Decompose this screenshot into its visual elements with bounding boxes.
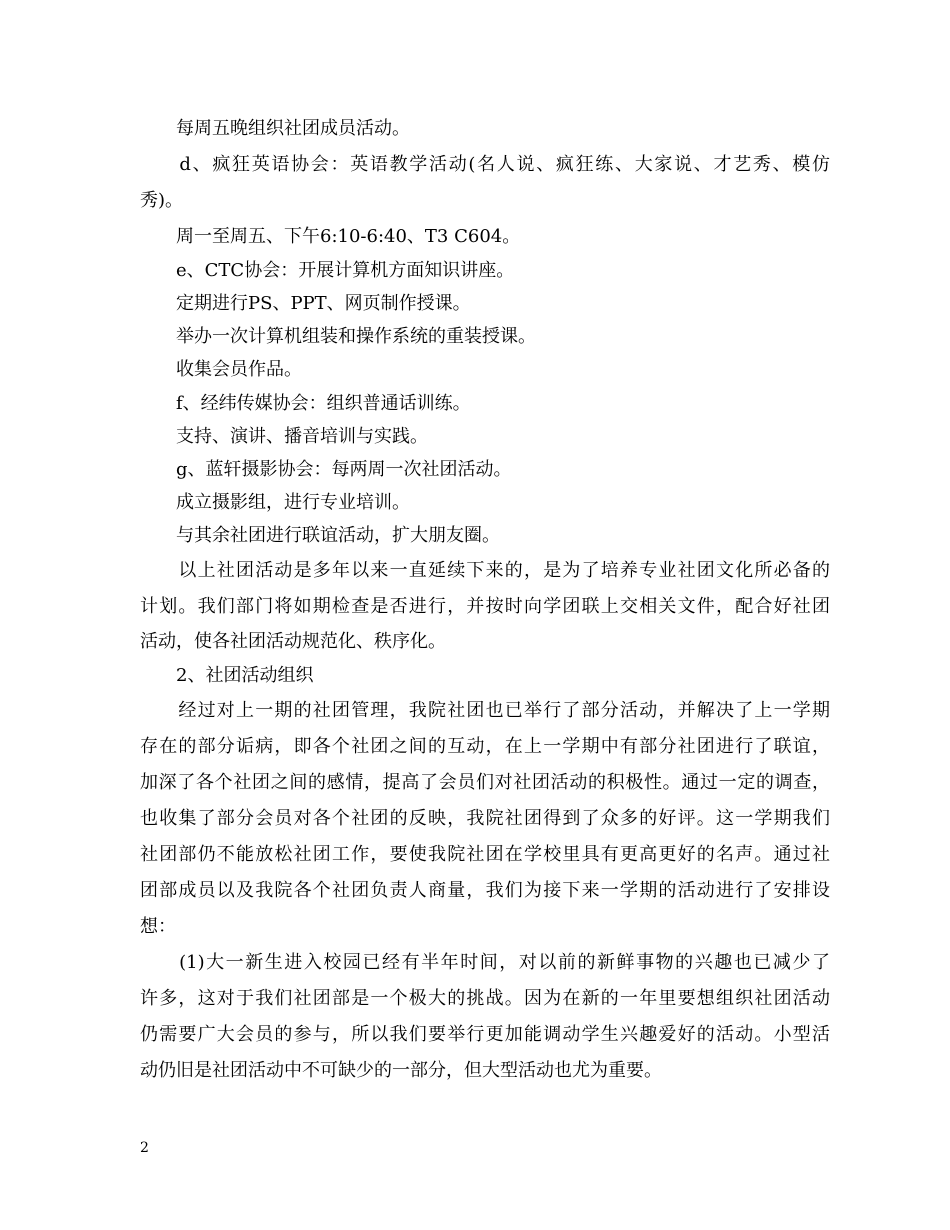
text-line-17: 2、社团活动组织 [140, 665, 314, 686]
text-line-25: (1)大一新生进入校园已经有半年时间，对以前的新鲜事物的兴趣也已减少了 [140, 952, 830, 973]
text-line-10: 支持、演讲、播音培训与实践。 [140, 426, 428, 447]
text-line-23: 团部成员以及我院各个社团负责人商量，我们为接下来一学期的活动进行了安排设 [140, 880, 830, 901]
text-line-28: 动仍旧是社团活动中不可缺少的一部分，但大型活动也尤为重要。 [140, 1060, 662, 1081]
text-line-5: e、CTC协会：开展计算机方面知识讲座。 [140, 260, 515, 281]
text-line-16: 活动，使各社团活动规范化、秩序化。 [140, 631, 446, 652]
text-line-24: 想： [140, 916, 176, 937]
text-line-18: 经过对上一期的社团管理，我院社团也已举行了部分活动，并解决了上一学期 [140, 700, 830, 721]
text-line-22: 社团部仍不能放松社团工作，要使我院社团在学校里具有更高更好的名声。通过社 [140, 844, 830, 865]
text-line-8: 收集会员作品。 [140, 359, 302, 380]
text-line-1: 每周五晚组织社团成员活动。 [140, 118, 410, 139]
text-line-27: 仍需要广大会员的参与，所以我们要举行更加能调动学生兴趣爱好的活动。小型活 [140, 1024, 830, 1045]
text-line-19: 存在的部分诟病，即各个社团之间的互动，在上一学期中有部分社团进行了联谊， [140, 736, 830, 757]
text-line-6: 定期进行PS、PPT、网页制作授课。 [140, 293, 471, 314]
text-line-4: 周一至周五、下午6:10-6:40、T3 C604。 [140, 226, 521, 247]
text-line-20: 加深了各个社团之间的感情，提高了会员们对社团活动的积极性。通过一定的调查， [140, 772, 830, 793]
text-line-14: 以上社团活动是多年以来一直延续下来的，是为了培养专业社团文化所必备的 [140, 560, 830, 581]
text-line-12: 成立摄影组，进行专业培训。 [140, 492, 410, 513]
text-line-3: 秀)。 [140, 190, 184, 211]
page-number: 2 [140, 1140, 149, 1156]
text-line-21: 也收集了部分会员对各个社团的反映，我院社团得到了众多的好评。这一学期我们 [140, 808, 830, 829]
text-line-13: 与其余社团进行联谊活动，扩大朋友圈。 [140, 525, 500, 546]
text-line-26: 许多，这对于我们社团部是一个极大的挑战。因为在新的一年里要想组织社团活动 [140, 988, 830, 1009]
text-line-9: f、经纬传媒协会：组织普通话训练。 [140, 393, 471, 414]
text-line-7: 举办一次计算机组装和操作系统的重装授课。 [140, 326, 536, 347]
text-line-11: g、蓝轩摄影协会：每两周一次社团活动。 [140, 459, 512, 480]
text-line-15: 计划。我们部门将如期检查是否进行，并按时向学团联上交相关文件，配合好社团 [140, 596, 830, 617]
text-line-2: d、疯狂英语协会：英语教学活动(名人说、疯狂练、大家说、才艺秀、模仿 [140, 154, 830, 175]
